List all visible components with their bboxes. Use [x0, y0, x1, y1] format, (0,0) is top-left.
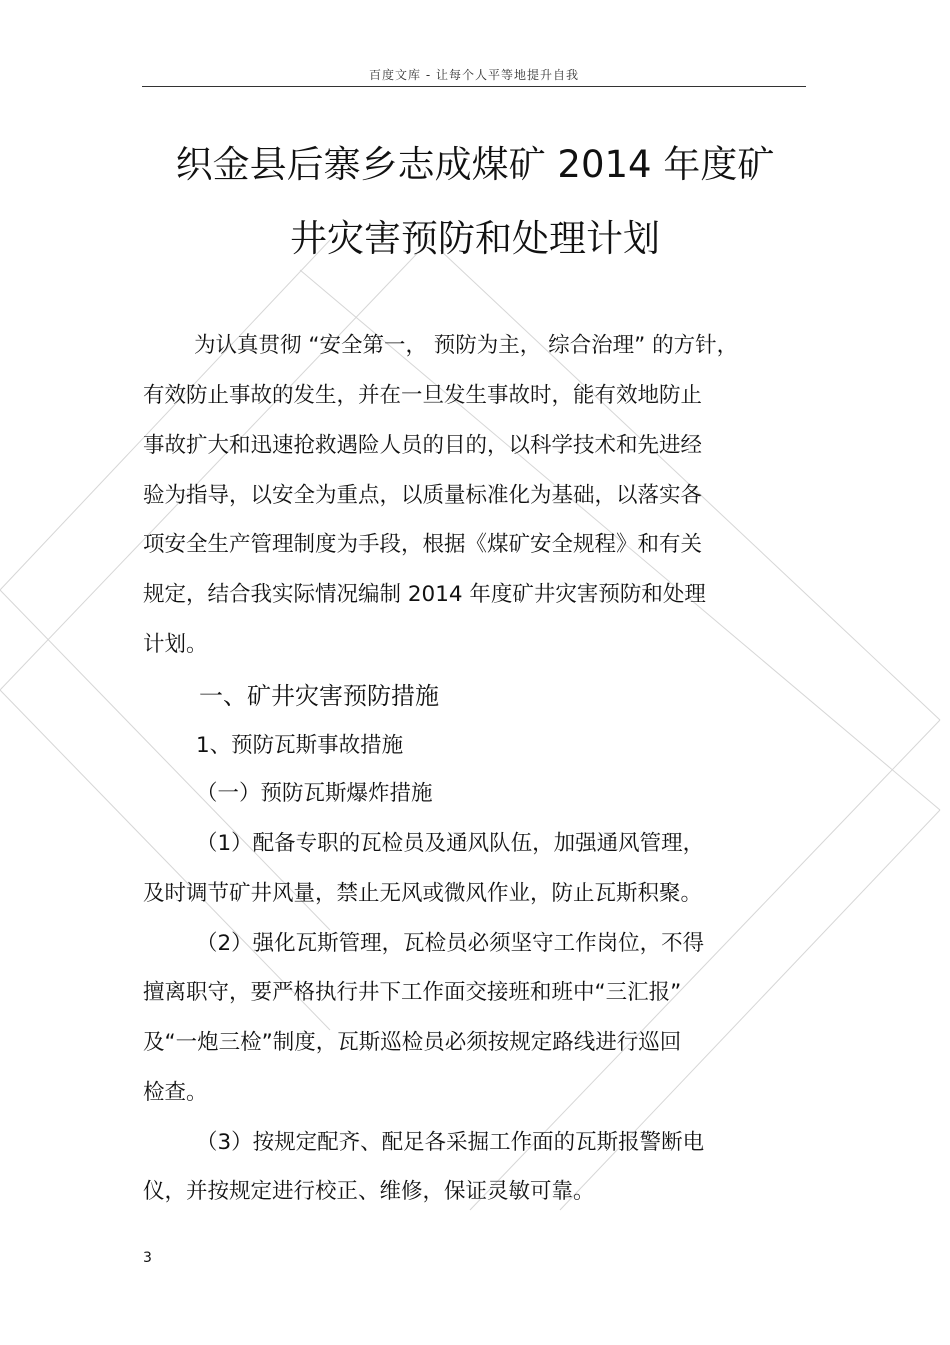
page-header: 百度文库 - 让每个人平等地提升自我 — [369, 68, 579, 82]
header-rule — [142, 86, 806, 87]
paragraph-line: （3）按规定配齐、配足各采掘工作面的瓦斯报警断电 — [196, 1130, 705, 1155]
paragraph-line: （2）强化瓦斯管理，瓦检员必须坚守工作岗位，不得 — [196, 931, 705, 956]
paragraph-line: 项安全生产管理制度为手段，根据《煤矿安全规程》和有关 — [143, 532, 703, 557]
paragraph-line: 仪，并按规定进行校正、维修，保证灵敏可靠。 — [143, 1179, 595, 1204]
subsection-heading: 1、预防瓦斯事故措施 — [196, 733, 404, 758]
paragraph-line: （1）配备专职的瓦检员及通风队伍，加强通风管理， — [196, 831, 705, 856]
paragraph-line: 擅离职守，要严格执行井下工作面交接班和班中“三汇报” — [143, 980, 682, 1005]
paragraph-line: 为认真贯彻 “安全第一， 预防为主， 综合治理” 的方针， — [194, 333, 739, 358]
paragraph-line: 及时调节矿井风量，禁止无风或微风作业，防止瓦斯积聚。 — [143, 881, 703, 906]
subsubsection-heading: （一）预防瓦斯爆炸措施 — [196, 781, 433, 806]
paragraph-line: 有效防止事故的发生，并在一旦发生事故时，能有效地防止 — [143, 383, 703, 408]
paragraph-line: 验为指导，以安全为重点，以质量标准化为基础，以落实各 — [143, 483, 703, 508]
paragraph-line: 及“一炮三检”制度，瓦斯巡检员必须按规定路线进行巡回 — [143, 1030, 682, 1055]
paragraph-line: 事故扩大和迅速抢救遇险人员的目的，以科学技术和先进经 — [143, 433, 703, 458]
paragraph-line: 计划。 — [143, 632, 208, 657]
document-title-line-2: 井灾害预防和处理计划 — [290, 217, 660, 260]
paragraph-line: 检查。 — [143, 1080, 208, 1105]
paragraph-line: 规定，结合我实际情况编制 2014 年度矿井灾害预防和处理 — [143, 582, 706, 607]
section-heading: 一、矿井灾害预防措施 — [199, 682, 439, 710]
page-number: 3 — [143, 1250, 152, 1266]
document-title-line-1: 织金县后寨乡志成煤矿 2014 年度矿 — [175, 143, 775, 186]
